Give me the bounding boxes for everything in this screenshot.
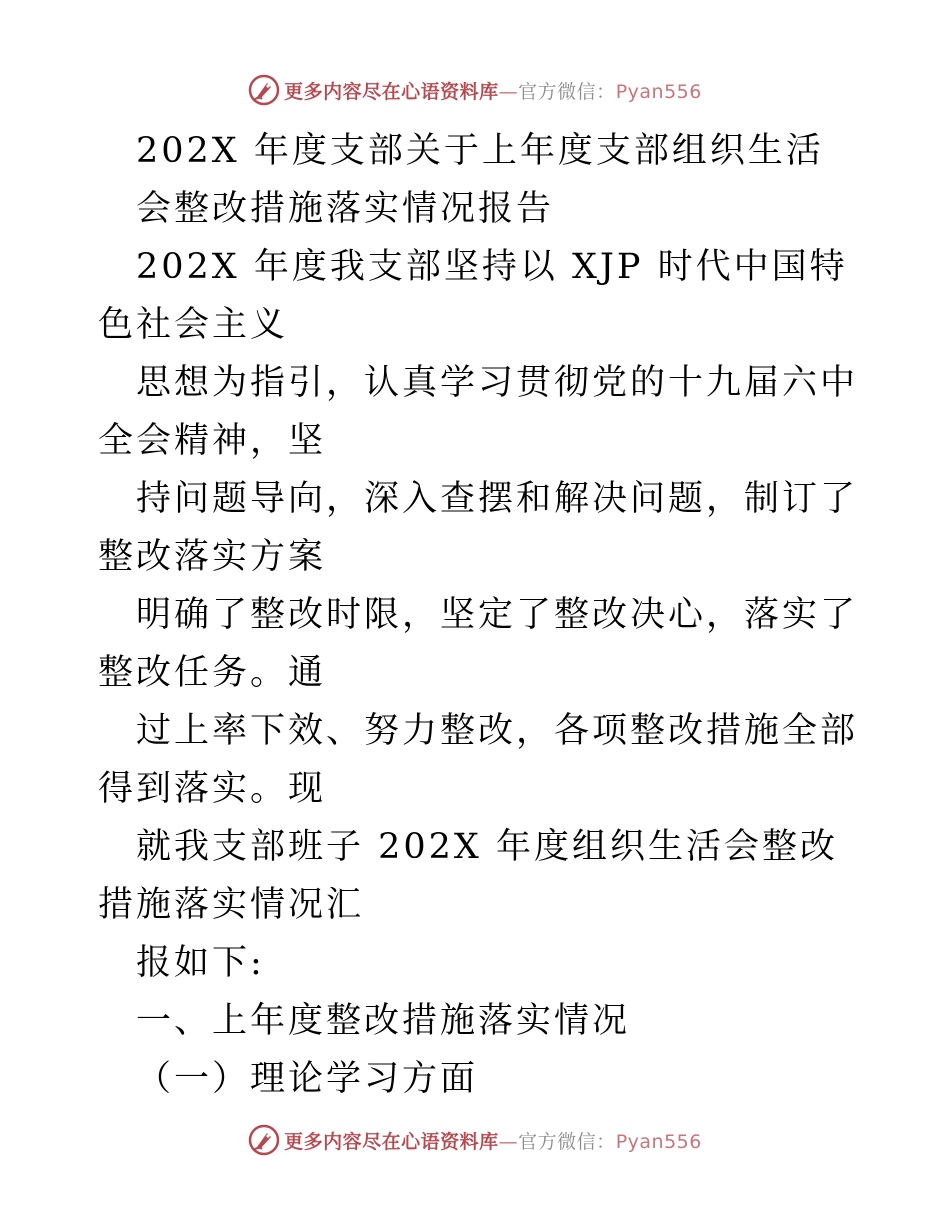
watermark-wechat-label: 官方微信：: [518, 1130, 616, 1153]
paragraph: 报如下:: [136, 943, 265, 983]
document-title-line-2: 会整改措施落实情况报告: [136, 189, 555, 229]
watermark-text: [284, 77, 702, 104]
watermark-wechat-id: Pyan556: [615, 80, 702, 103]
document-body: [98, 122, 858, 1108]
watermark-wechat-label: 官方微信：: [518, 80, 616, 103]
watermark-text: [284, 1127, 702, 1154]
footer-watermark: [0, 1120, 950, 1160]
watermark-dash: —: [498, 80, 519, 103]
paragraph: 就我支部班子 202X 年度组织生活会整改措施落实情况汇: [98, 827, 838, 925]
watermark-slogan: 更多内容尽在心语资料库: [284, 1130, 499, 1153]
paragraph: 明确了整改时限，坚定了整改决心，落实了整改任务。通: [98, 595, 859, 693]
pen-nib-logo-icon: [248, 1124, 280, 1156]
document-title-line-1: 202X 年度支部关于上年度支部组织生活: [136, 131, 824, 171]
watermark-slogan: 更多内容尽在心语资料库: [284, 80, 499, 103]
paragraph: 202X 年度我支部坚持以 XJP 时代中国特色社会主义: [98, 247, 848, 345]
pen-nib-logo-icon: [248, 74, 280, 106]
watermark-dash: —: [498, 1130, 519, 1153]
watermark-wechat-id: Pyan556: [615, 1130, 702, 1153]
section-heading: 一、上年度整改措施落实情况: [136, 1001, 631, 1041]
subsection-heading: （一）理论学习方面: [136, 1059, 479, 1099]
paragraph: 思想为指引，认真学习贯彻党的十九届六中全会精神，坚: [98, 363, 859, 461]
paragraph: 持问题导向，深入查摆和解决问题，制订了整改落实方案: [98, 479, 859, 577]
paragraph: 过上率下效、努力整改，各项整改措施全部得到落实。现: [98, 711, 859, 809]
header-watermark: [0, 70, 950, 110]
